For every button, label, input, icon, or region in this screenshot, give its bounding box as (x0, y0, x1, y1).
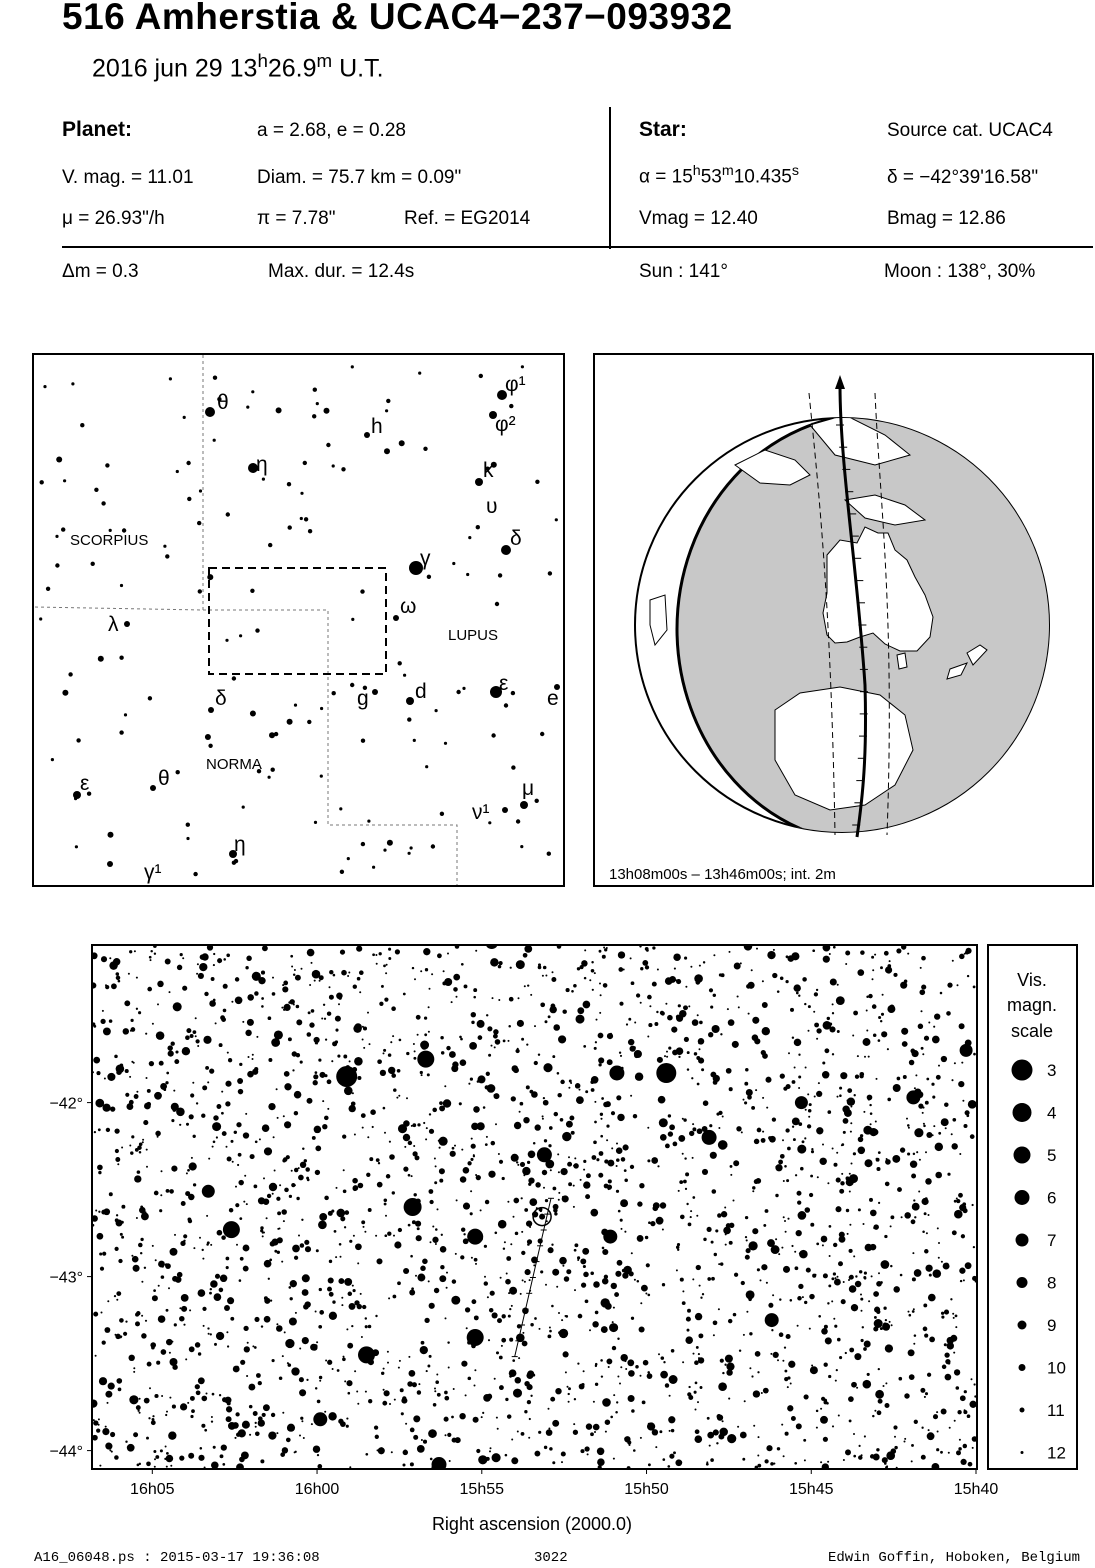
map-star (307, 720, 311, 724)
globe-panel (593, 353, 1094, 887)
map-star (398, 661, 402, 665)
map-star (75, 845, 78, 848)
legend-mag-label: 12 (1047, 1443, 1066, 1463)
map-star (250, 589, 254, 593)
map-star (246, 406, 249, 409)
map-star (288, 525, 292, 529)
map-star (466, 573, 469, 576)
map-star (399, 440, 405, 446)
field-of-view-box (209, 568, 386, 674)
map-star (208, 744, 212, 748)
map-star (232, 861, 236, 865)
star-name-label: η (256, 453, 268, 476)
x-tick-label: 15h40 (953, 1481, 999, 1498)
map-star (80, 423, 84, 427)
map-star (176, 770, 180, 774)
legend-svg (989, 946, 1076, 1468)
map-star (498, 573, 502, 577)
constellation-lupus: LUPUS (448, 627, 499, 644)
map-star (511, 765, 515, 769)
map-star (276, 407, 282, 413)
max-duration: Max. dur. = 12.4s (268, 261, 415, 282)
map-star (205, 734, 211, 740)
named-star (364, 432, 370, 438)
map-star (520, 845, 523, 848)
map-star (316, 402, 319, 405)
legend-dot (1013, 1103, 1032, 1122)
map-star (339, 807, 342, 810)
map-star (119, 730, 123, 734)
map-star (63, 479, 66, 482)
map-star (198, 589, 202, 593)
map-star (361, 842, 365, 846)
map-star (232, 676, 236, 680)
star-label: Star: (639, 118, 687, 141)
map-star (268, 776, 271, 779)
star-source: Source cat. UCAC4 (887, 120, 1053, 141)
map-star (56, 457, 62, 463)
map-star (287, 482, 291, 486)
named-star (520, 801, 528, 809)
map-star (300, 492, 303, 495)
legend-mag-label: 11 (1047, 1401, 1065, 1420)
map-star (427, 575, 431, 579)
map-star (183, 416, 186, 419)
footer-author: Edwin Goffin, Hoboken, Belgium (828, 1550, 1081, 1566)
map-star (314, 821, 317, 824)
map-star (384, 448, 390, 454)
header-divider (609, 107, 611, 249)
star-name-label: g (357, 687, 369, 710)
map-star (300, 517, 303, 520)
map-star (351, 365, 354, 368)
x-tick-label: 16h05 (130, 1481, 175, 1498)
map-star (207, 574, 213, 580)
map-star (340, 870, 344, 874)
legend-dot (1012, 1060, 1033, 1081)
direction-arrow (835, 375, 845, 389)
map-star (410, 846, 413, 849)
planet-parallax: π = 7.78" (257, 208, 336, 229)
named-star (372, 689, 378, 695)
map-star (491, 733, 495, 737)
map-star (91, 562, 95, 566)
named-star (475, 478, 483, 486)
constellation-map-svg (34, 355, 563, 885)
map-star (462, 687, 465, 690)
map-star (176, 470, 179, 473)
legend-title-2: magn. (1006, 995, 1058, 1015)
map-star (242, 806, 245, 809)
map-star (504, 703, 508, 707)
map-star (431, 844, 435, 848)
map-star (540, 732, 544, 736)
globe-svg (595, 355, 1092, 885)
map-star (535, 480, 539, 484)
map-star (332, 691, 336, 695)
map-star (187, 497, 191, 501)
map-star (271, 768, 275, 772)
map-star (326, 443, 330, 447)
planet-reference: Ref. = EG2014 (404, 208, 531, 229)
constellation-norma: NORMA (206, 756, 262, 773)
map-star (479, 374, 483, 378)
star-name-label: e (547, 687, 559, 710)
map-star (294, 704, 297, 707)
star-name-label: k (483, 459, 494, 482)
star-name-label: η (234, 833, 246, 856)
map-star (372, 866, 375, 869)
map-star (101, 501, 105, 505)
map-star (351, 618, 354, 621)
named-star (107, 861, 113, 867)
header-rule (62, 246, 1093, 248)
star-name-label: δ (215, 687, 227, 710)
legend-dot (1016, 1234, 1029, 1247)
sun-elongation: Sun : 141° (639, 261, 728, 282)
map-star (262, 478, 265, 481)
map-star (287, 719, 293, 725)
constellation-boundaries (34, 355, 457, 885)
map-star (423, 447, 427, 451)
map-star (385, 409, 388, 412)
star-name-label: h (371, 415, 383, 438)
legend-dot (1014, 1147, 1031, 1164)
map-star (440, 812, 444, 816)
map-star (40, 480, 44, 484)
map-star (186, 461, 190, 465)
map-star (197, 521, 201, 525)
constellation-labels (70, 532, 498, 773)
map-star (361, 739, 365, 743)
map-star (186, 823, 190, 827)
map-star (360, 589, 364, 593)
map-star (413, 739, 416, 742)
map-star (68, 672, 72, 676)
map-star (468, 536, 471, 539)
star-name-label: γ¹ (144, 861, 162, 884)
map-star (324, 408, 330, 414)
map-star (509, 404, 513, 408)
x-axis (130, 1468, 998, 1498)
map-star (225, 639, 228, 642)
map-star (555, 518, 558, 521)
map-star (367, 820, 370, 823)
map-star (165, 554, 169, 558)
planet-vmag: V. mag. = 11.01 (62, 167, 194, 188)
map-star (320, 707, 323, 710)
named-star (406, 697, 414, 705)
map-star (521, 365, 524, 368)
map-star (255, 628, 259, 632)
legend-mag-label: 5 (1047, 1146, 1057, 1165)
map-star (250, 711, 256, 717)
y-axis (49, 1096, 93, 1461)
map-star (444, 742, 447, 745)
star-name-label: ε (499, 672, 509, 695)
star-bmag: Bmag = 12.86 (887, 208, 1006, 229)
map-star (387, 840, 393, 846)
map-star (199, 489, 202, 492)
map-star (108, 832, 114, 838)
map-star (169, 377, 172, 380)
map-star (332, 464, 335, 467)
planet-motion: μ = 26.93"/h (62, 208, 165, 229)
map-star (535, 799, 539, 803)
map-star (547, 852, 551, 856)
map-star (71, 382, 74, 385)
legend-mag-label: 6 (1047, 1188, 1057, 1208)
map-star (435, 709, 438, 712)
star-name-label: δ (510, 527, 522, 550)
legend-dot (1020, 1408, 1025, 1413)
map-star (213, 439, 216, 442)
legend-dot (1019, 1364, 1026, 1371)
map-star (407, 717, 411, 721)
moon-info: Moon : 138°, 30% (884, 261, 1036, 282)
map-star (55, 563, 59, 567)
map-star (148, 696, 152, 700)
map-star (124, 713, 127, 716)
y-tick-label: −43° (49, 1269, 83, 1287)
legend-mag-label: 8 (1047, 1273, 1057, 1293)
map-star (105, 463, 109, 467)
star-vmag: Vmag = 12.40 (639, 208, 758, 229)
tasmania (897, 653, 907, 669)
map-star (341, 467, 345, 471)
map-star (186, 837, 189, 840)
x-tick-label: 15h50 (624, 1481, 669, 1498)
star-name-label: φ² (495, 413, 516, 436)
chart-axes (0, 940, 1095, 1540)
map-star (456, 690, 460, 694)
magnitude-legend (987, 944, 1078, 1470)
legend-mag-label: 4 (1047, 1103, 1057, 1123)
event-datetime: 2016 jun 29 13$^h$26.9$^m$ U.T. (92, 50, 384, 83)
map-star (403, 674, 406, 677)
map-star (268, 543, 272, 547)
constellation-map (32, 353, 565, 887)
map-star (418, 372, 421, 375)
star-dec: δ = −42°39'16.58" (887, 167, 1039, 188)
named-star (150, 785, 156, 791)
star-name-label: d (415, 680, 427, 703)
legend-mag-label: 7 (1047, 1231, 1057, 1250)
legend-dot (1021, 1451, 1024, 1454)
legend-title-3: scale (1010, 1021, 1054, 1041)
star-name-label: ν¹ (472, 801, 490, 824)
named-star (502, 807, 508, 813)
page-title: 516 Amherstia & UCAC4−237−093932 (62, 0, 733, 37)
map-star (46, 587, 50, 591)
map-star (452, 562, 455, 565)
legend-dot (1018, 1321, 1027, 1330)
map-star (350, 683, 354, 687)
map-star (119, 656, 123, 660)
planet-label: Planet: (62, 118, 133, 141)
legend-mag-label: 10 (1047, 1358, 1066, 1378)
named-star (124, 621, 130, 627)
map-star (303, 461, 307, 465)
map-star (386, 399, 390, 403)
map-star (193, 872, 197, 876)
star-ra: $\alpha = 15^h53^m10.435^s$ (639, 163, 799, 188)
map-star (408, 852, 411, 855)
legend-mag-label: 3 (1047, 1061, 1057, 1080)
star-name-label: ε (80, 772, 90, 795)
y-tick-label: −44° (49, 1443, 83, 1461)
named-star (208, 707, 214, 713)
map-star (98, 656, 104, 662)
legend-dot (1015, 1190, 1030, 1205)
map-star (516, 819, 520, 823)
y-tick-label: −42° (49, 1095, 83, 1113)
map-star (62, 690, 68, 696)
map-star (51, 758, 54, 761)
star-name-label: γ (420, 547, 431, 570)
planet-orbit: a = 2.68, e = 0.28 (257, 120, 406, 141)
named-star (393, 615, 399, 621)
star-name-label: μ (522, 777, 535, 800)
footer-page: 3022 (534, 1550, 568, 1566)
map-star (163, 545, 166, 548)
map-star (312, 414, 316, 418)
star-name-label: ω (400, 595, 417, 618)
map-star (94, 488, 98, 492)
map-star (274, 732, 278, 736)
x-tick-label: 16h00 (294, 1481, 340, 1498)
map-star (76, 738, 80, 742)
legend-title-1: Vis. (1017, 970, 1047, 990)
map-star (120, 584, 123, 587)
constellation-scorpius: SCORPIUS (70, 532, 149, 549)
map-star (476, 525, 480, 529)
x-axis-label: Right ascension (2000.0) (431, 1514, 633, 1534)
map-star (511, 691, 515, 695)
map-star (495, 602, 499, 606)
map-star (55, 535, 58, 538)
x-tick-label: 15h45 (789, 1481, 834, 1498)
globe-caption: 13h08m00s – 13h46m00s; int. 2m (609, 866, 836, 883)
map-star (39, 617, 42, 620)
named-star (205, 407, 215, 417)
legend-dot (1017, 1277, 1028, 1288)
map-star (347, 857, 350, 860)
map-star (425, 765, 428, 768)
map-star (226, 512, 230, 516)
planet-diameter: Diam. = 75.7 km = 0.09" (257, 167, 462, 188)
x-tick-label: 15h55 (459, 1481, 505, 1498)
map-star (304, 517, 308, 521)
star-name-label: φ¹ (505, 373, 526, 396)
map-star (213, 376, 217, 380)
legend-items (1012, 1060, 1066, 1463)
map-star (313, 388, 317, 392)
delta-mag: Δm = 0.3 (62, 261, 139, 282)
map-star (61, 527, 65, 531)
map-star (239, 634, 242, 637)
map-star (251, 390, 254, 393)
map-star (43, 385, 46, 388)
map-star (383, 849, 386, 852)
map-star (548, 571, 552, 575)
map-star (320, 775, 323, 778)
legend-mag-label: 9 (1047, 1316, 1057, 1335)
footer-file: A16_06048.ps : 2015-03-17 19:36:08 (34, 1550, 320, 1566)
star-name-label: υ (486, 495, 498, 518)
map-star (308, 529, 312, 533)
star-name-label: λ (108, 613, 119, 636)
star-name-label: θ (158, 767, 170, 790)
star-name-label: θ (217, 391, 229, 414)
